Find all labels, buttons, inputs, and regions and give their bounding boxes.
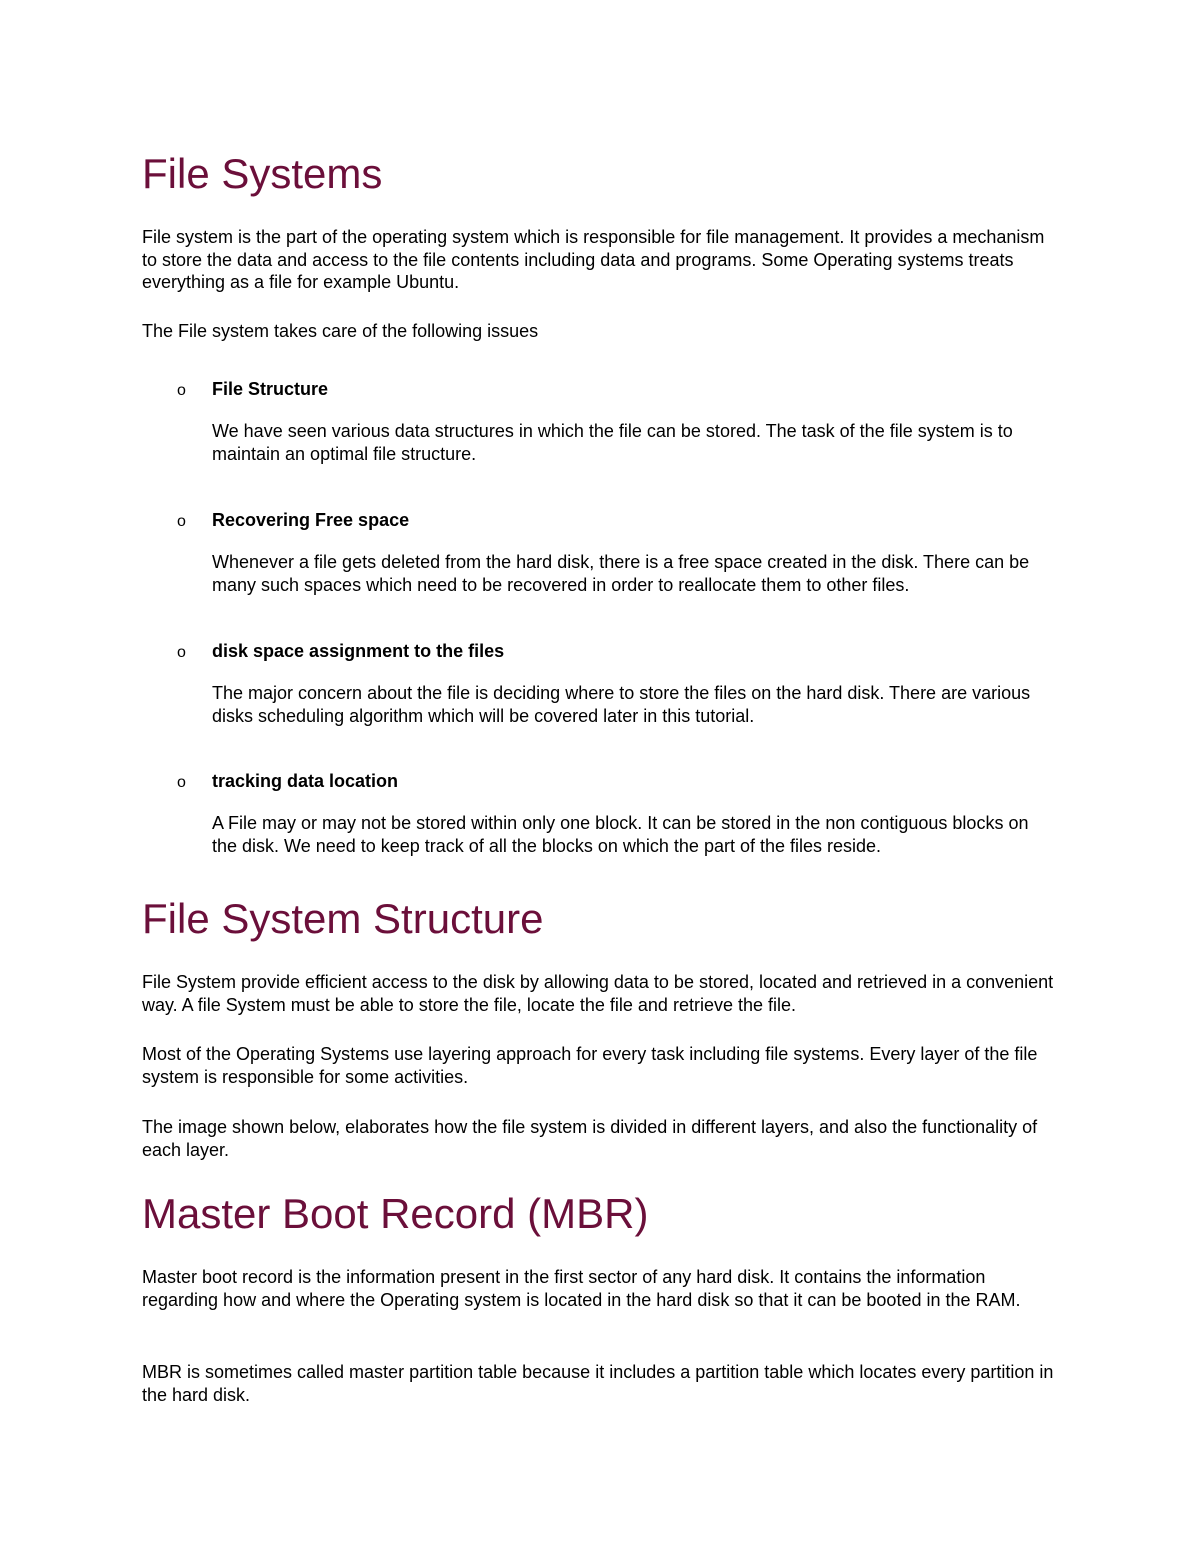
heading-file-system-structure: File System Structure bbox=[142, 895, 544, 942]
bullet-icon: o bbox=[177, 644, 186, 661]
list-item-description: We have seen various data structures in which the file can be stored. The task of the file system is to maintain an optimal file structure. bbox=[212, 421, 1013, 464]
list-item-title: disk space assignment to the files bbox=[212, 641, 505, 661]
bullet-icon: o bbox=[177, 513, 186, 530]
paragraph-fss-2: Most of the Operating Systems use layering approach for every task including file systems. Every layer of the file system is responsible for some activities. bbox=[142, 1044, 1038, 1087]
heading-master-boot-record: Master Boot Record (MBR) bbox=[142, 1190, 649, 1237]
paragraph-mbr-1: Master boot record is the information present in the first sector of any hard disk. It contains the information regarding how and where the Operating system is located in the hard disk so that it can be booted in the RAM. bbox=[142, 1267, 1021, 1310]
list-item-description: The major concern about the file is deciding where to store the files on the hard disk. There are various disks scheduling algorithm which will be covered later in this tutorial. bbox=[212, 683, 1031, 726]
list-item-title: Recovering Free space bbox=[212, 510, 410, 530]
list-item-description: A File may or may not be stored within only one block. It can be stored in the non contiguous blocks on the disk. We need to keep track of all the blocks on which the part of the files reside. bbox=[212, 813, 1029, 856]
bullet-icon: o bbox=[177, 774, 186, 791]
bullet-icon: o bbox=[177, 382, 186, 399]
paragraph-file-systems-intro: File system is the part of the operating system which is responsible for file management. It provides a mechanism to store the data and access to the file contents including data and programs. Some Operating systems treats everything as a file for example Ubuntu. bbox=[142, 227, 1045, 293]
paragraph-fss-3: The image shown below, elaborates how the file system is divided in different layers, and also the functionality of each layer. bbox=[142, 1117, 1038, 1160]
list-item-title: File Structure bbox=[212, 379, 329, 399]
paragraph-fss-1: File System provide efficient access to the disk by allowing data to be stored, located and retrieved in a convenient way. A file System must be able to store the file, locate the file and retrieve the file. bbox=[142, 972, 1054, 1015]
list-item-title: tracking data location bbox=[212, 771, 399, 791]
paragraph-mbr-2: MBR is sometimes called master partition table because it includes a partition table which locates every partition in the hard disk. bbox=[142, 1362, 1054, 1405]
paragraph-file-systems-lead: The File system takes care of the following issues bbox=[142, 321, 539, 341]
list-item-description: Whenever a file gets deleted from the hard disk, there is a free space created in the disk. There can be many such spaces which need to be recovered in order to reallocate them to other files. bbox=[212, 552, 1030, 595]
heading-file-systems: File Systems bbox=[142, 150, 383, 197]
